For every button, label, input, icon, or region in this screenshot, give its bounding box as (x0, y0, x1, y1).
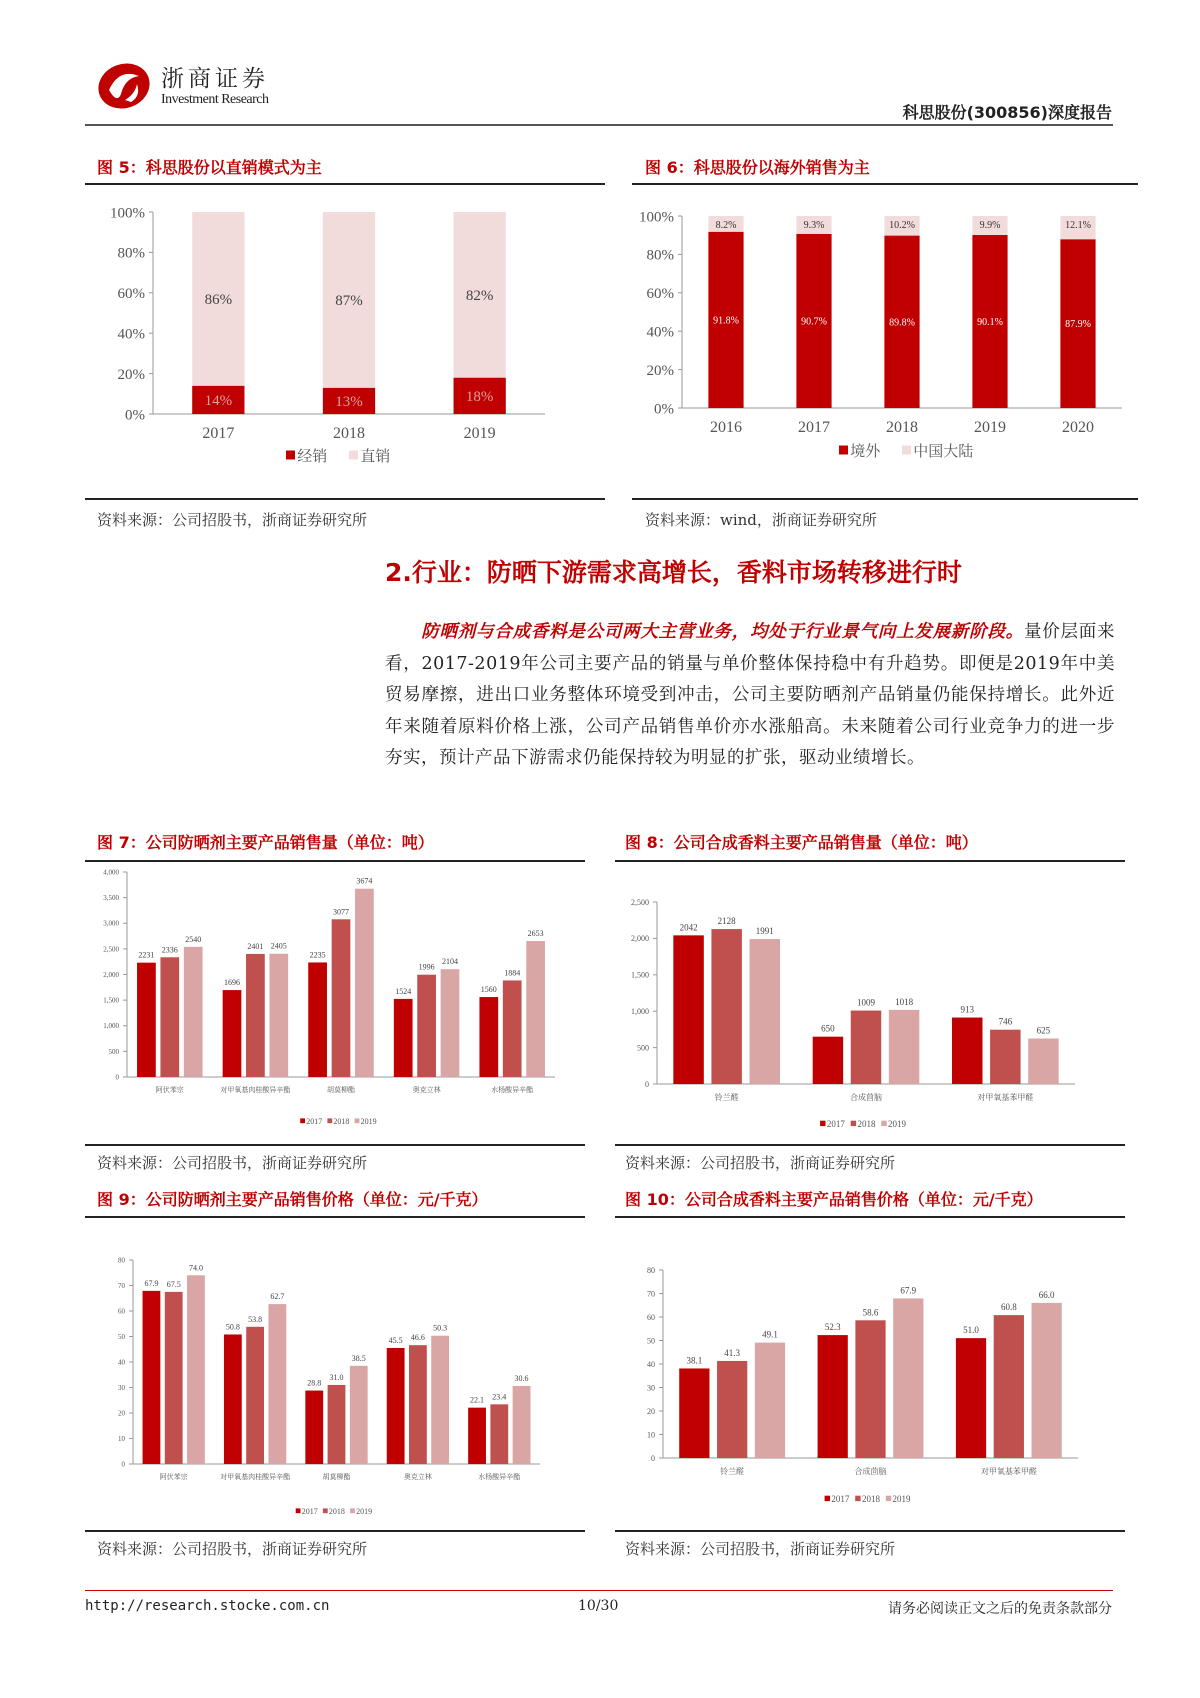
legend-swatch (825, 1496, 830, 1501)
y-tick-label: 20% (117, 366, 145, 383)
data-label: 62.7 (270, 1292, 285, 1302)
legend-swatch (881, 1121, 886, 1126)
data-label: 8.2% (715, 220, 737, 231)
data-label: 2336 (161, 945, 178, 955)
paragraph-body: 量价层面来看，2017-2019年公司主要产品的销量与单价整体保持稳中有升趋势。即便是2019年中美贸易摩擦，进出口业务整体环境受到冲击，公司主要防晒剂产品销量仍能保持增长。此外近年来随着原料价格上涨，公司产品销售单价亦水涨船高。未来随着公司行业竞争力的进一步夯实，预计产品下游需求仍能保持较为明显的扩张，驱动业绩增长。 (385, 622, 1116, 768)
data-label: 30.6 (514, 1373, 529, 1383)
logo-text-cn: 浙商证券 (161, 66, 269, 92)
data-label: 38.1 (686, 1355, 703, 1366)
x-category-label: 合成茴脑 (854, 1467, 887, 1476)
bar-2017 (952, 1018, 982, 1084)
y-tick-label: 20 (647, 1406, 655, 1416)
legend-swatch (886, 1496, 891, 1501)
x-category-label: 2017 (202, 425, 235, 442)
company-logo (95, 58, 275, 118)
y-tick-label: 0% (125, 407, 145, 424)
fig7-svg (85, 862, 585, 1142)
legend-swatch (355, 1118, 360, 1123)
legend-item (349, 447, 390, 465)
bar-2019 (268, 1304, 286, 1464)
report-title: 科思股份(300856)深度报告 (902, 103, 1112, 122)
legend-swatch (349, 451, 358, 460)
y-tick-label: 20 (118, 1409, 125, 1418)
bar-2018 (332, 919, 351, 1077)
bar-2018 (717, 1361, 747, 1458)
bar-2017 (673, 935, 703, 1084)
legend-label: 2017 (301, 1507, 318, 1516)
section-paragraph (385, 617, 1115, 775)
fig5-chart (85, 186, 605, 496)
bar-2017 (818, 1335, 848, 1458)
legend-item (839, 443, 881, 460)
legend-label: 2019 (356, 1507, 373, 1516)
bar-2017 (956, 1338, 986, 1458)
x-category-label: 铃兰醛 (714, 1093, 739, 1102)
data-label: 51.0 (963, 1325, 979, 1336)
y-tick-label: 30 (118, 1383, 125, 1392)
x-category-label: 2019 (463, 425, 496, 442)
y-tick-label: 4,000 (103, 868, 119, 877)
data-label: 650 (821, 1023, 835, 1034)
legend-swatch (323, 1508, 328, 1513)
bar-2017 (468, 1408, 486, 1464)
data-label: 2401 (247, 941, 264, 951)
data-label: 23.4 (492, 1392, 507, 1402)
data-label: 913 (960, 1004, 974, 1015)
data-label: 60.8 (1000, 1302, 1017, 1313)
data-label: 746 (998, 1016, 1013, 1027)
y-tick-label: 0 (645, 1079, 649, 1089)
legend-item (355, 1117, 377, 1126)
fig8-svg (615, 862, 1125, 1142)
bar-2019 (893, 1298, 923, 1458)
data-label: 2540 (185, 934, 202, 944)
y-tick-label: 500 (637, 1043, 649, 1053)
data-label: 1991 (755, 926, 774, 937)
bar-2017 (223, 990, 242, 1077)
legend-item (296, 1507, 318, 1516)
fig7-bottom-rule (85, 1144, 585, 1146)
legend-item (323, 1507, 345, 1516)
x-category-label: 对甲氧基肉桂酸异辛酯 (220, 1473, 291, 1481)
data-label: 2653 (527, 929, 544, 939)
y-tick-label: 40 (647, 1359, 655, 1369)
bar-2019 (355, 889, 374, 1077)
data-label: 45.5 (388, 1335, 403, 1345)
legend-item (886, 1494, 911, 1504)
data-label: 46.6 (410, 1333, 425, 1343)
data-label: 53.8 (248, 1314, 263, 1324)
data-label: 50.3 (433, 1323, 448, 1333)
data-label: 2042 (679, 922, 698, 933)
y-tick-label: 20% (646, 362, 674, 379)
legend-swatch (820, 1121, 825, 1126)
fig5-title: 图 5：科思股份以直销模式为主 (97, 158, 322, 177)
legend-swatch (902, 446, 911, 455)
legend-swatch (327, 1118, 332, 1123)
fig6-title: 图 6：科思股份以海外销售为主 (645, 158, 870, 177)
data-label: 91.8% (713, 315, 739, 327)
legend-item (286, 447, 327, 465)
x-category-label: 对甲氧基肉桂酸异辛酯 (220, 1086, 291, 1094)
x-category-label: 2016 (710, 419, 742, 436)
data-label: 86% (204, 292, 233, 309)
paragraph-lead: 防晒剂与合成香料是公司两大主营业务，均处于行业景气向上发展新阶段。 (421, 622, 1024, 642)
y-tick-label: 100% (110, 205, 145, 222)
legend-label: 2018 (857, 1119, 876, 1129)
bar-2017 (308, 962, 327, 1077)
data-label: 67.5 (166, 1279, 181, 1289)
data-label: 2128 (717, 916, 736, 927)
data-label: 90.1% (977, 317, 1003, 329)
y-tick-label: 2,500 (103, 945, 119, 954)
legend-swatch (300, 1118, 305, 1123)
y-tick-label: 80 (118, 1256, 125, 1265)
data-label: 87% (335, 293, 363, 310)
y-tick-label: 70 (118, 1281, 125, 1290)
bar-2019 (755, 1343, 785, 1458)
bar-2018 (246, 1327, 264, 1464)
legend-label: 中国大陆 (913, 444, 974, 460)
bar-2019 (750, 939, 780, 1084)
bar-2017 (813, 1037, 843, 1084)
legend-label: 2017 (826, 1119, 845, 1129)
y-tick-label: 80% (117, 245, 145, 262)
fig6-svg (632, 186, 1138, 496)
bar-2019 (1028, 1039, 1058, 1085)
fig6-bottom-rule (632, 498, 1138, 500)
bar-2018 (409, 1345, 427, 1464)
data-label: 2231 (138, 950, 155, 960)
fig8-bottom-rule (615, 1144, 1125, 1146)
bar-2019 (431, 1336, 449, 1464)
bar-2018 (490, 1404, 508, 1464)
fig6-top-rule (632, 183, 1138, 185)
legend-label: 2019 (888, 1119, 907, 1129)
legend-label: 直销 (360, 449, 391, 465)
fig7-source: 资料来源：公司招股书，浙商证券研究所 (97, 1154, 368, 1172)
legend-label: 2018 (861, 1494, 880, 1504)
footer-url[interactable]: http://research.stocke.com.cn (85, 1598, 330, 1614)
data-label: 74.0 (188, 1263, 203, 1273)
x-category-label: 2020 (1062, 419, 1094, 436)
data-label: 1018 (895, 996, 914, 1007)
fig10-bottom-rule (615, 1530, 1125, 1532)
legend-swatch (296, 1508, 301, 1513)
y-tick-label: 3,000 (103, 919, 119, 928)
data-label: 90.7% (801, 316, 827, 328)
data-label: 1996 (418, 962, 435, 972)
y-tick-label: 2,000 (631, 934, 649, 944)
fig8-title: 图 8：公司合成香料主要产品销售量（单位：吨） (625, 833, 978, 852)
y-tick-label: 30 (647, 1383, 655, 1393)
data-label: 1009 (857, 997, 875, 1008)
bar-2018 (328, 1385, 346, 1464)
fig9-source: 资料来源：公司招股书，浙商证券研究所 (97, 1540, 368, 1558)
fig9-chart (85, 1218, 585, 1528)
data-label: 9.9% (979, 220, 1001, 231)
y-tick-label: 500 (108, 1047, 119, 1056)
bar-2019 (184, 947, 203, 1077)
legend-swatch (839, 446, 848, 455)
legend-item (820, 1119, 845, 1129)
fig6-chart (632, 186, 1138, 496)
x-category-label: 对甲氧基苯甲醛 (977, 1093, 1034, 1102)
legend-label: 境外 (850, 444, 881, 460)
bar-2017 (137, 963, 156, 1077)
x-category-label: 水杨酸异辛酯 (491, 1086, 534, 1094)
legend-label: 2018 (333, 1117, 350, 1126)
x-category-label: 铃兰醛 (720, 1467, 745, 1476)
bar-2017 (305, 1391, 323, 1464)
bar-2017 (143, 1291, 161, 1464)
y-tick-label: 60 (647, 1312, 655, 1322)
data-label: 18% (465, 389, 494, 406)
y-tick-label: 80% (646, 247, 674, 264)
bar-2019 (526, 941, 545, 1077)
x-category-label: 2018 (333, 425, 365, 442)
data-label: 87.9% (1065, 319, 1091, 331)
data-label: 1560 (480, 985, 497, 995)
fig5-source: 资料来源：公司招股书，浙商证券研究所 (97, 511, 368, 529)
bar-2019 (889, 1010, 919, 1084)
footer-disclaimer: 请务必阅读正文之后的免责条款部分 (888, 1601, 1112, 1617)
legend-swatch (855, 1496, 860, 1501)
legend-label: 2017 (306, 1117, 323, 1126)
x-category-label: 胡莫柳酯 (327, 1086, 355, 1094)
fig7-chart (85, 862, 585, 1142)
x-category-label: 2017 (798, 419, 830, 436)
legend-label: 2019 (892, 1494, 911, 1504)
data-label: 12.1% (1065, 220, 1091, 231)
bar-2019 (1032, 1303, 1062, 1458)
bar-2018 (417, 975, 436, 1077)
legend-item (851, 1119, 876, 1129)
data-label: 67.9 (900, 1285, 917, 1296)
page-number: 10/30 (578, 1598, 619, 1614)
legend-swatch (350, 1508, 355, 1513)
y-tick-label: 40% (646, 324, 674, 341)
legend-swatch (851, 1121, 856, 1126)
data-label: 28.8 (307, 1378, 322, 1388)
data-label: 3674 (356, 876, 373, 886)
data-label: 82% (465, 288, 494, 305)
bar-2018 (160, 957, 179, 1077)
data-label: 3077 (333, 907, 349, 917)
bar-2018 (851, 1011, 881, 1084)
y-tick-label: 1,000 (631, 1007, 649, 1016)
legend-item (300, 1117, 322, 1126)
y-tick-label: 50 (647, 1336, 655, 1346)
bar-2019 (513, 1386, 531, 1464)
y-tick-label: 0 (121, 1460, 125, 1469)
fig7-title: 图 7：公司防晒剂主要产品销售量（单位：吨） (97, 833, 434, 852)
x-category-label: 对甲氧基苯甲醛 (980, 1467, 1037, 1476)
bar-2019 (187, 1275, 205, 1464)
x-category-label: 合成茴脑 (850, 1093, 882, 1102)
y-tick-label: 70 (647, 1289, 655, 1299)
y-tick-label: 0 (651, 1453, 655, 1463)
data-label: 22.1 (470, 1395, 485, 1405)
data-label: 67.9 (144, 1278, 159, 1288)
data-label: 1696 (224, 978, 241, 988)
bar-2017 (387, 1348, 405, 1464)
data-label: 2405 (270, 941, 287, 951)
legend-item (350, 1507, 372, 1516)
data-label: 66.0 (1038, 1289, 1055, 1300)
bar-2019 (350, 1366, 368, 1464)
x-category-label: 奥克立林 (412, 1086, 441, 1094)
fig10-title: 图 10：公司合成香料主要产品销售价格（单位：元/千克） (625, 1190, 1043, 1209)
bar-2018 (246, 954, 265, 1077)
legend-label: 2019 (360, 1117, 377, 1126)
fig6-source: 资料来源：wind，浙商证券研究所 (645, 511, 877, 529)
legend-item (327, 1117, 349, 1126)
x-category-label: 2018 (886, 419, 918, 436)
x-category-label: 阿伏苯宗 (155, 1086, 184, 1094)
fig10-chart (615, 1218, 1125, 1528)
y-tick-label: 2,500 (631, 897, 649, 907)
data-label: 2104 (441, 957, 458, 967)
y-tick-label: 40% (117, 326, 145, 343)
fig9-bottom-rule (85, 1530, 585, 1532)
y-tick-label: 60% (646, 286, 674, 303)
data-label: 89.8% (889, 317, 915, 329)
fig10-source: 资料来源：公司招股书，浙商证券研究所 (625, 1540, 896, 1558)
fig5-svg (85, 186, 605, 496)
bar-2018 (165, 1292, 183, 1464)
legend-item (881, 1119, 906, 1129)
bar-2018 (855, 1320, 885, 1458)
bar-2018 (994, 1315, 1024, 1458)
bar-2017 (479, 997, 498, 1077)
data-label: 52.3 (824, 1322, 841, 1333)
y-tick-label: 10 (118, 1434, 125, 1443)
bar-2017 (394, 999, 413, 1077)
data-label: 1884 (504, 968, 521, 978)
y-tick-label: 0 (115, 1073, 119, 1082)
data-label: 31.0 (329, 1372, 344, 1382)
y-tick-label: 60% (117, 286, 145, 303)
bar-2017 (679, 1368, 709, 1458)
x-category-label: 水杨酸异辛酯 (478, 1473, 521, 1481)
x-category-label: 2019 (974, 419, 1006, 436)
bar-2018 (503, 980, 522, 1077)
y-tick-label: 1,000 (103, 1022, 119, 1031)
data-label: 14% (204, 393, 233, 410)
bar-2018 (990, 1030, 1020, 1084)
fig9-title: 图 9：公司防晒剂主要产品销售价格（单位：元/千克） (97, 1190, 488, 1209)
bar-2019 (269, 954, 288, 1077)
x-category-label: 阿伏苯宗 (159, 1473, 188, 1481)
logo-mark-icon (95, 60, 153, 112)
data-label: 50.8 (225, 1322, 240, 1332)
y-tick-label: 2,000 (103, 970, 119, 979)
legend-item (825, 1494, 850, 1504)
y-tick-label: 80 (647, 1265, 655, 1275)
y-tick-label: 10 (647, 1430, 655, 1440)
data-label: 1524 (395, 986, 412, 996)
y-tick-label: 3,500 (103, 894, 119, 903)
y-tick-label: 50 (118, 1332, 125, 1341)
y-tick-label: 1,500 (103, 996, 119, 1005)
legend-label: 2018 (328, 1507, 345, 1516)
legend-item (855, 1494, 880, 1504)
legend-label: 经销 (297, 449, 328, 465)
legend-swatch (286, 451, 295, 460)
data-label: 38.5 (351, 1353, 366, 1363)
fig9-svg (85, 1218, 585, 1528)
y-tick-label: 40 (118, 1358, 125, 1367)
bar-2017 (224, 1334, 242, 1464)
y-tick-label: 1,500 (631, 970, 649, 980)
legend-item (902, 442, 973, 460)
fig10-svg (615, 1218, 1125, 1528)
x-category-label: 胡莫柳酯 (322, 1473, 351, 1481)
data-label: 2235 (309, 950, 326, 960)
footer-divider (85, 1590, 1113, 1591)
x-category-label: 奥克立林 (403, 1473, 432, 1481)
fig5-bottom-rule (85, 498, 605, 500)
data-label: 9.3% (803, 220, 825, 231)
fig8-source: 资料来源：公司招股书，浙商证券研究所 (625, 1154, 896, 1172)
header-divider (85, 124, 1113, 126)
fig8-chart (615, 862, 1125, 1142)
y-tick-label: 0% (654, 401, 674, 418)
data-label: 10.2% (889, 220, 915, 231)
data-label: 58.6 (862, 1307, 879, 1318)
y-tick-label: 60 (118, 1307, 125, 1316)
section-heading: 2.行业：防晒下游需求高增长，香料市场转移进行时 (385, 558, 962, 587)
y-tick-label: 100% (639, 209, 674, 226)
data-label: 41.3 (724, 1347, 741, 1358)
data-label: 625 (1036, 1025, 1051, 1036)
bar-2019 (441, 969, 460, 1077)
fig5-top-rule (85, 183, 605, 185)
data-label: 13% (335, 394, 363, 411)
data-label: 49.1 (762, 1329, 778, 1340)
legend-label: 2017 (831, 1494, 850, 1504)
bar-2018 (711, 929, 741, 1084)
logo-text-en: Investment Research (161, 92, 269, 107)
